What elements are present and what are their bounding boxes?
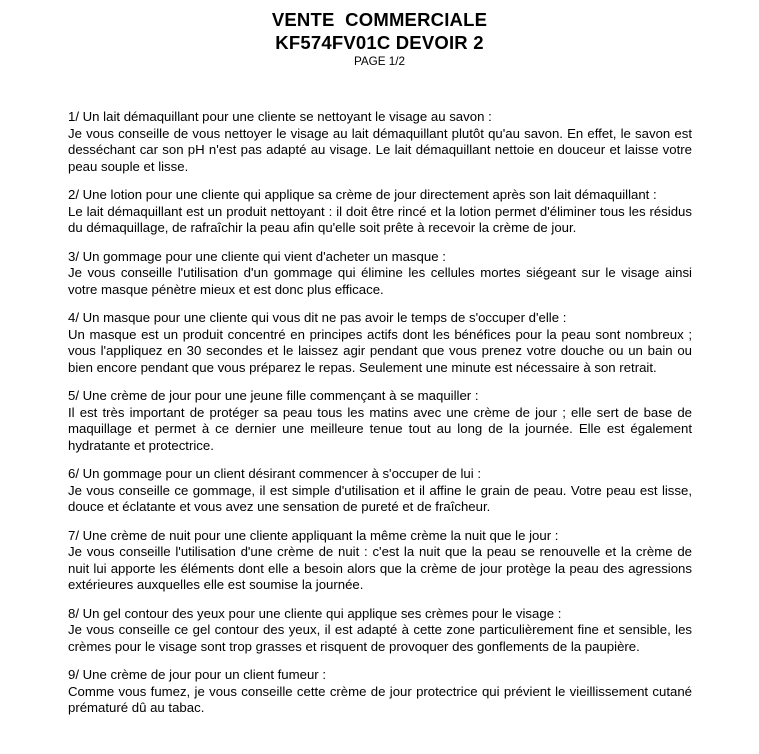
- advice-section-3: [68, 249, 692, 299]
- document-header: [0, 8, 759, 69]
- advice-section-7: [68, 528, 692, 594]
- section-heading: 2/ Une lotion pour une cliente qui applique sa crème de jour directement après son lait démaquillant :: [68, 187, 657, 202]
- section-body: Je vous conseille ce gommage, il est simple d'utilisation et il affine le grain de peau. Votre peau est lisse, douce et éclatante et vous avez une sensation de pureté et de fraîcheur.: [68, 482, 692, 514]
- section-body: Je vous conseille de vous nettoyer le visage au lait démaquillant plutôt qu'au savon. En effet, le savon est desséchant car son pH n'est pas adapté au visage. Le lait démaquillant nettoie en douceur et laisse votre peau souple et lisse.: [68, 125, 692, 174]
- section-body: Un masque est un produit concentré en principes actifs dont les bénéfices pour la peau sont nombreux ; vous l'appliquez en 30 secondes et le laissez agir pendant que vous prenez votre douche ou un bain ou bien encore pendant que vous préparez le repas. Seulement une minute est nécessaire à son retrait.: [68, 326, 692, 375]
- section-body: Il est très important de protéger sa peau tous les matins avec une crème de jour ; elle sert de base de maquillage et permet à ce dernier une meilleure tenue tout au long de la journée. Elle est également hydratante et protectrice.: [68, 404, 692, 453]
- section-heading: 4/ Un masque pour une cliente qui vous dit ne pas avoir le temps de s'occuper d'elle :: [68, 310, 567, 325]
- section-body: Je vous conseille l'utilisation d'une crème de nuit : c'est la nuit que la peau se renouvelle et la crème de nuit lui apporte les éléments dont elle a besoin alors que la crème de jour protège la peau des agressions extérieures auxquelles elle est soumise la journée.: [68, 544, 692, 592]
- section-body: Le lait démaquillant est un produit nettoyant : il doit être rincé et la lotion permet d'éliminer tous les résidus du démaquillage, de rafraîchir la peau afin qu'elle soit prête à recevoir la crème de jour.: [68, 203, 692, 235]
- section-body: Je vous conseille l'utilisation d'un gommage qui élimine les cellules mortes siégeant sur le visage ainsi votre masque pénètre mieux et est donc plus efficace.: [68, 265, 692, 297]
- advice-section-8: [68, 606, 692, 656]
- section-heading: 9/ Une crème de jour pour un client fumeur :: [68, 667, 327, 682]
- section-heading: 5/ Une crème de jour pour une jeune fille commençant à se maquiller :: [68, 388, 479, 403]
- section-heading: 8/ Un gel contour des yeux pour une cliente qui applique ses crèmes pour le visage :: [68, 605, 562, 621]
- advice-section-2: [68, 187, 692, 237]
- page-indicator: PAGE 1/2: [353, 55, 406, 68]
- section-heading: 3/ Un gommage pour une cliente qui vient d'acheter un masque :: [68, 248, 446, 264]
- document-body: [68, 109, 692, 717]
- advice-section-4: [68, 310, 692, 376]
- advice-section-9: [68, 667, 692, 717]
- section-heading: 1/ Un lait démaquillant pour une cliente se nettoyant le visage au savon :: [68, 109, 492, 124]
- document-title-line2: KF574FV01C DEVOIR 2: [275, 32, 484, 53]
- advice-section-1: [68, 109, 692, 175]
- section-heading: 7/ Une crème de nuit pour une cliente appliquant la même crème la nuit que le jour :: [68, 527, 559, 543]
- section-body: Comme vous fumez, je vous conseille cette crème de jour protectrice qui prévient le vieillissement cutané prématuré dû au tabac.: [68, 683, 692, 715]
- document-title-line1: VENTE COMMERCIALE: [271, 9, 488, 30]
- advice-section-6: [68, 466, 692, 516]
- section-heading: 6/ Un gommage pour un client désirant commencer à s'occuper de lui :: [68, 466, 482, 481]
- section-body: Je vous conseille ce gel contour des yeux, il est adapté à cette zone particulièrement fine et sensible, les crèmes pour le visage sont trop grasses et risquent de provoquer des gonflements de la paupière.: [68, 622, 692, 654]
- advice-section-5: [68, 388, 692, 454]
